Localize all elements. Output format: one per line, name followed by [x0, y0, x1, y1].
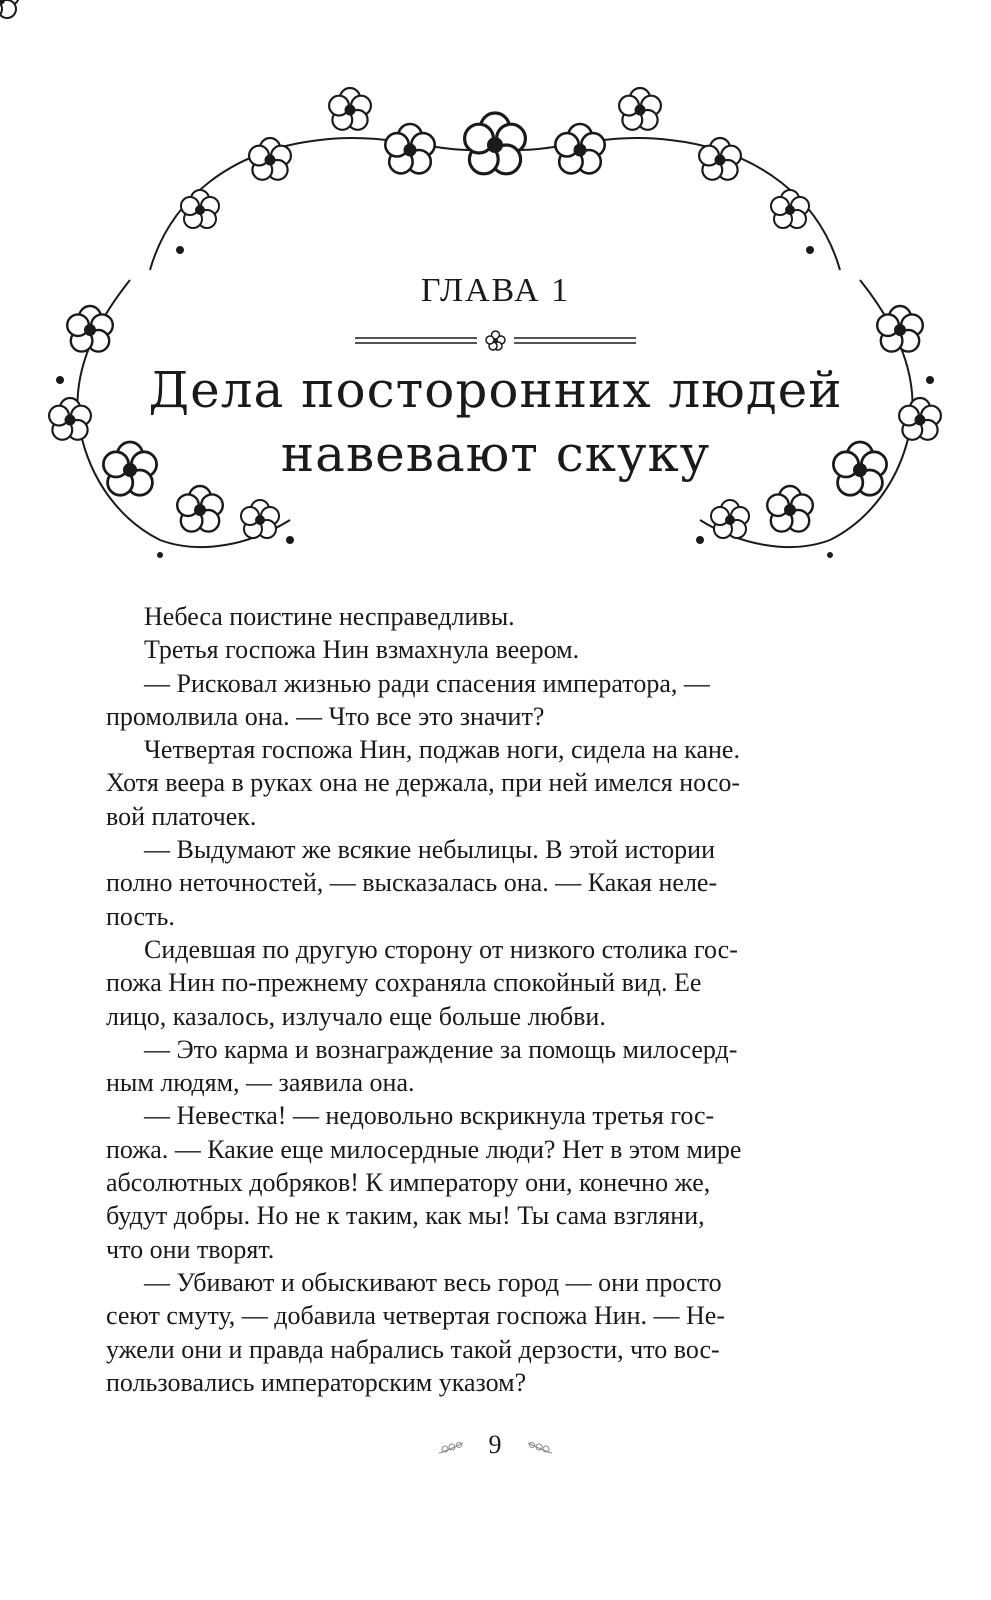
- page-footer: [395, 1430, 595, 1470]
- text-line: Третья госпожа Нин взмахнула веером.: [144, 635, 580, 665]
- text-line: лицо, казалось, излучало еще больше любви.: [106, 1001, 606, 1031]
- text-line: вой платочек.: [106, 801, 257, 831]
- text-line: — Это карма и вознаграждение за помощь милосерд-: [144, 1034, 738, 1064]
- text-line: пожа Нин по-прежнему сохраняла спокойный вид. Ее: [106, 968, 702, 998]
- text-line: Четвертая госпожа Нин, поджав ноги, сидела на кане.: [144, 735, 740, 765]
- text-line: — Невестка! — недовольно вскрикнула третья гос-: [144, 1101, 715, 1131]
- flower-divider-icon: [355, 330, 636, 352]
- text-line: — Убивают и обыскивают весь город — они просто: [144, 1267, 722, 1297]
- text-line: промолвила она. — Что все это значит?: [106, 701, 545, 731]
- text-line: Хотя веера в руках она не держала, при ней имелся носо-: [106, 768, 740, 798]
- text-line: полно неточностей, — высказалась она. — Какая неле-: [106, 868, 718, 898]
- text-line: Небеса поистине несправедливы.: [144, 602, 515, 631]
- chapter-label: ГЛАВА 1: [420, 272, 571, 309]
- sprig-icon: [526, 1439, 554, 1459]
- chapter-title: [140, 358, 851, 486]
- text-line: — Выдумают же всякие небылицы. В этой истории: [144, 835, 715, 865]
- chapter-title-line: навевают скуку: [280, 425, 711, 483]
- text-line: ным людям, — заявила она.: [106, 1068, 415, 1098]
- text-line: Сидевшая по другую сторону от низкого столика гос-: [144, 934, 738, 964]
- text-line: что они творят.: [106, 1234, 275, 1264]
- text-line: сеют смуту, — добавила четвертая госпожа Нин. — Не-: [106, 1301, 725, 1331]
- page-number: 9: [488, 1430, 502, 1459]
- sprig-icon: [437, 1439, 465, 1459]
- text-line: пость.: [106, 901, 175, 931]
- body-text: [106, 600, 818, 1399]
- text-line: — Рисковал жизнью ради спасения императора, —: [144, 668, 710, 698]
- text-line: ужели они и правда набрались такой дерзости, что вос-: [106, 1334, 720, 1364]
- text-line: пользовались императорским указом?: [106, 1367, 527, 1397]
- text-line: будут добры. Но не к таким, как мы! Ты сама взгляни,: [106, 1201, 705, 1231]
- chapter-title-line: Дела посторонних людей: [148, 361, 843, 419]
- text-line: пожа. — Какие еще милосердные люди? Нет в этом мире: [106, 1134, 742, 1164]
- text-line: абсолютных добряков! К императору они, конечно же,: [106, 1168, 711, 1198]
